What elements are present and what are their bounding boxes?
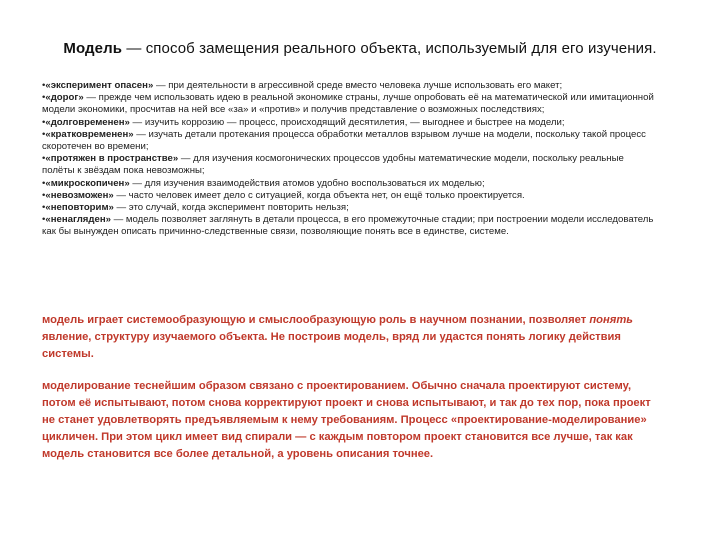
bullet: • bbox=[42, 92, 46, 104]
bullet: • bbox=[42, 128, 46, 140]
para1-emphasis: понять bbox=[589, 314, 633, 326]
item-text: — для изучения взаимодействия атомов удобно воспользоваться их моделью; bbox=[129, 177, 485, 189]
list-item bbox=[42, 178, 657, 190]
list-item bbox=[42, 214, 657, 238]
bullet: • bbox=[42, 153, 46, 165]
title-rest: — способ замещения реального объекта, используемый для его изучения. bbox=[122, 40, 657, 57]
model-role-paragraph bbox=[42, 312, 652, 363]
modeling-design-paragraph bbox=[42, 378, 652, 463]
item-term: «неповторим» bbox=[45, 202, 114, 214]
item-text: — это случай, когда эксперимент повторить нельзя; bbox=[113, 202, 349, 214]
bullet: • bbox=[42, 189, 46, 201]
list-item bbox=[42, 117, 657, 129]
list-item bbox=[42, 129, 657, 153]
bullet: • bbox=[42, 177, 46, 189]
slide-title bbox=[0, 40, 720, 57]
item-term: «дорог» bbox=[45, 92, 84, 104]
item-term: «микроскопичен» bbox=[45, 177, 130, 189]
list-item bbox=[42, 153, 657, 177]
item-text: — прежде чем использовать идею в реальной экономике страны, лучше опробовать её на математической или имитационной модели экономики, просчитав на ней все «за» и «против» и получив представление о возможных последствиях; bbox=[42, 92, 654, 116]
item-term: «ненагляден» bbox=[45, 214, 111, 226]
para1-after: явление, структуру изучаемого объекта. Не построив модель, вряд ли удастся понять логику действия системы. bbox=[42, 331, 621, 360]
item-term: «невозможен» bbox=[45, 189, 114, 201]
bullet: • bbox=[42, 116, 46, 128]
list-item bbox=[42, 92, 657, 116]
bullet: • bbox=[42, 80, 46, 91]
paragraph-text bbox=[42, 312, 652, 363]
item-term: «протяжен в пространстве» bbox=[45, 153, 179, 165]
list-item bbox=[42, 80, 657, 92]
item-text: — при деятельности в агрессивной среде вместо человека лучше использовать его макет; bbox=[153, 80, 563, 91]
item-text: — изучить коррозию — процесс, происходящий десятилетия, — выгоднее и быстрее на модели; bbox=[129, 116, 565, 128]
item-term: «долговременен» bbox=[45, 116, 130, 128]
item-text: — часто человек имеет дело с ситуацией, когда объекта нет, он ещё только проектируется. bbox=[113, 189, 525, 201]
list-item bbox=[42, 190, 657, 202]
bullet: • bbox=[42, 214, 46, 226]
para2-text: моделирование теснейшим образом связано с проектированием. Обычно сначала проектируют систему, потом её испытывают, потом снова корректируют проект и снова испытывают, и так до тех пор, пока проект не станет удовлетворять предъявляемым к нему требованиям. Процесс «проектирование-моделирование» цикличен. При этом цикл имеет вид спирали — с каждым повтором проект становится все лучше, так как модель становится все более детальной, а уровень описания точнее. bbox=[42, 380, 651, 460]
reasons-list bbox=[42, 80, 657, 239]
list-item bbox=[42, 202, 657, 214]
item-text: — изучать детали протекания процесса обработки металлов взрывом лучше на модели, поскольку такой процесс скоротечен во времени; bbox=[42, 128, 646, 153]
item-text: — модель позволяет заглянуть в детали процесса, в его промежуточные стадии; при построении модели исследователь как бы вынужден описать причинно-следственные связи, позволяющие понять все в единстве, системе. bbox=[42, 214, 654, 238]
item-term: «эксперимент опасен» bbox=[45, 80, 154, 91]
bullet: • bbox=[42, 202, 46, 214]
title-term: Модель bbox=[63, 40, 123, 57]
para1-before: модель играет системообразующую и смыслообразующую роль в научном познании, позволяет bbox=[42, 314, 590, 326]
item-text: — для изучения космогонических процессов удобны математические модели, поскольку реальные полёты к звёздам пока невозможны; bbox=[42, 153, 624, 177]
item-term: «кратковременен» bbox=[45, 128, 134, 140]
